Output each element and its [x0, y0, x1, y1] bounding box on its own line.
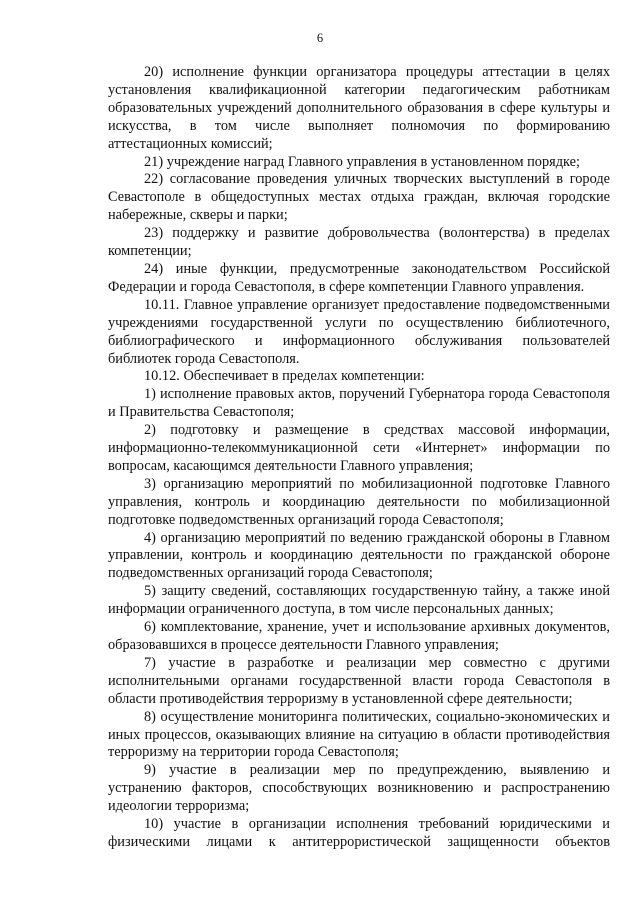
- paragraph-item-3: 3) организацию мероприятий по мобилизационной подготовке Главного управления, контроль и координацию деятельности по мобилизационной подготовке подведомственных организаций города Севастополя;: [108, 475, 610, 528]
- paragraph-item-20: 20) исполнение функции организатора процедуры аттестации в целях установления квалификационной категории педагогическим работникам образовательных учреждений дополнительного образования в сфере культуры и искусства, в том числе выполняет полномочия по формированию аттестационных комиссий;: [108, 64, 610, 152]
- paragraph-item-10: 10) участие в организации исполнения требований юридическими и физическими лицами к антитеррористической защищенности объектов: [108, 816, 610, 850]
- paragraph-item-2: 2) подготовку и размещение в средствах массовой информации, информационно-телекоммуникационной сети «Интернет» информации по вопросам, касающимся деятельности Главного управления;: [108, 422, 610, 474]
- paragraph-item-9: 9) участие в реализации мер по предупреждению, выявлению и устранению факторов, способствующих возникновению и распространению идеологии терроризма;: [108, 762, 610, 815]
- paragraph-section-10-12: 10.12. Обеспечивает в пределах компетенции:: [144, 368, 425, 385]
- paragraph-item-23: 23) поддержку и развитие добровольчества (волонтерства) в пределах компетенции;: [108, 225, 610, 260]
- paragraph-item-1: 1) исполнение правовых актов, поручений Губернатора города Севастополя и Правительства Севастополя;: [108, 386, 610, 421]
- paragraph-item-5: 5) защиту сведений, составляющих государственную тайну, а также иной информации ограниченного доступа, в том числе персональных данных;: [108, 583, 610, 618]
- paragraph-item-6: 6) комплектование, хранение, учет и использование архивных документов, образовавшихся в процессе деятельности Главного управления;: [108, 619, 610, 653]
- paragraph-item-8: 8) осуществление мониторинга политических, социально-экономических и иных процессов, оказывающих влияние на ситуацию в области противодействия терроризму на территории города Севастополя;: [108, 708, 610, 761]
- document-body: [108, 64, 610, 852]
- page-number: 6: [316, 31, 324, 45]
- paragraph-item-4: 4) организацию мероприятий по ведению гражданской обороны в Главном управлении, контроль и координацию деятельности по гражданской обороне подведомственных организаций города Севастополя;: [108, 529, 610, 582]
- paragraph-item-7: 7) участие в разработке и реализации мер совместно с другими исполнительными органами государственной власти города Севастополя в области противодействия терроризму в установленной сфере деятельности;: [108, 654, 610, 707]
- paragraph-item-22: 22) согласование проведения уличных творческих выступлений в городе Севастополе в общедоступных местах отдыха граждан, включая городские набережные, скверы и парки;: [108, 171, 610, 224]
- paragraph-section-10-11: 10.11. Главное управление организует предоставление подведомственными учреждениями государственной услуги по осуществлению библиотечного, библиографического и информационного обслуживания пользователей библиотек города Севастополя.: [108, 296, 610, 367]
- paragraph-item-24: 24) иные функции, предусмотренные законодательством Российской Федерации и города Севастополя, в сфере компетенции Главного управления.: [108, 260, 610, 295]
- paragraph-item-21: 21) учреждение наград Главного управления в установленном порядке;: [144, 153, 580, 170]
